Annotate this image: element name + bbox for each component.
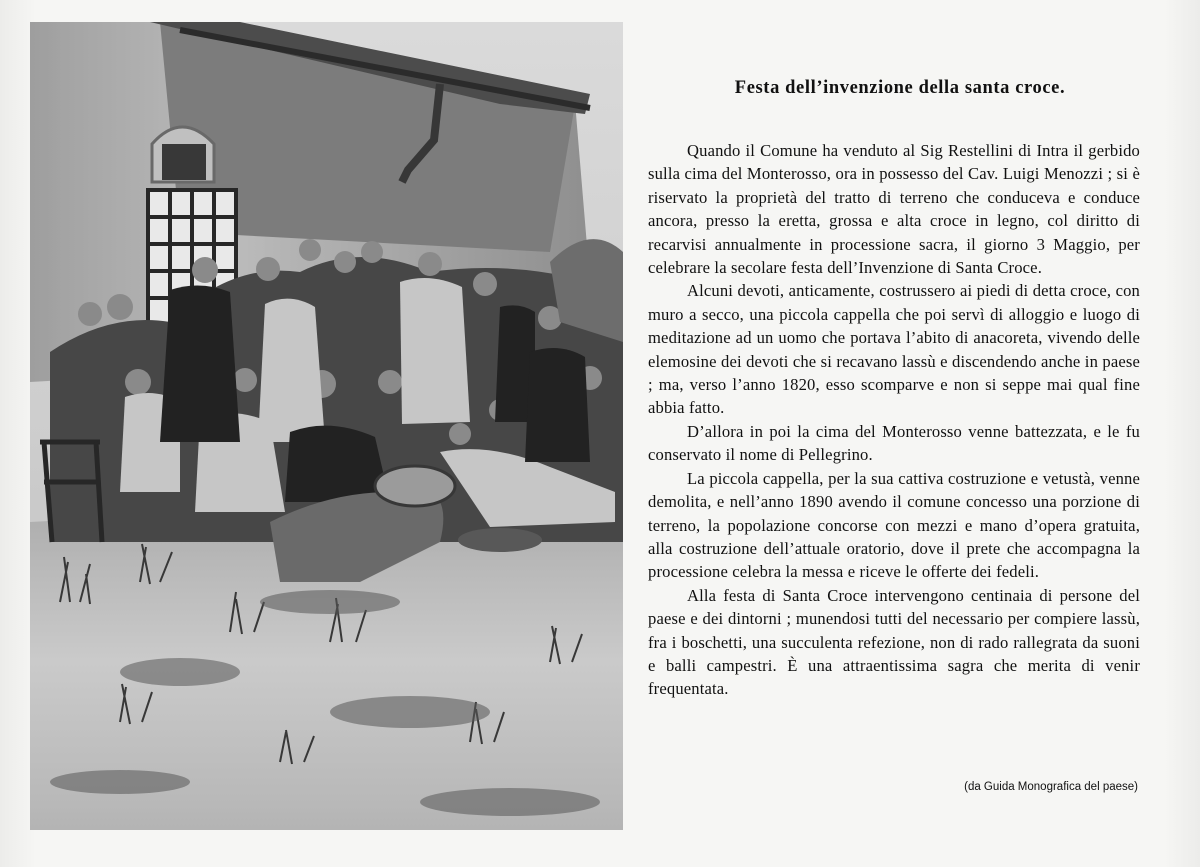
- historical-photograph: [30, 22, 623, 830]
- source-citation: (da Guida Monografica del paese): [964, 781, 1138, 793]
- article: [648, 78, 1140, 701]
- paragraph-3: D’allora in poi la cima del Monterosso venne battezzata, e le fu conservato il nome di Pellegrino.: [648, 421, 1140, 465]
- paragraph-5: Alla festa di Santa Croce intervengono centinaia di persone del paese e dei dintorni ; munendosi tutti del necessario per compiere lassù, fra i boschetti, una succulenta refezione, non di rado rallegrata da suoni e balli campestri. È una attraentissima sagra che merita di venir frequentata.: [648, 585, 1140, 699]
- article-title: Festa dell’invenzione della santa croce.: [734, 78, 1066, 98]
- paragraph-2: Alcuni devoti, anticamente, costrussero ai piedi di detta croce, con muro a secco, una piccola cappella che poi servì di alloggio e luogo di meditazione ad un uomo che portava l’abito di anacoreta, vivendo delle elemosine dei devoti che si recavano lassù e discendendo anche in paese ; ma, verso l’anno 1820, esso scomparve e non si seppe mai qual fine abbia fatto.: [648, 281, 1140, 418]
- photograph-illustration: [30, 22, 623, 830]
- paragraph-4: La piccola cappella, per la sua cattiva costruzione e vetustà, venne demolita, e nell’anno 1890 avendo il comune concesso una porzione di terreno, la popolazione concorse con mezzi e mano d’opera gratuita, alla costruzione dell’attuale oratorio, dove il prete che accompagna la processione celebra la messa e riceve le offerte dei fedeli.: [648, 468, 1140, 582]
- straw-hat: [375, 466, 455, 506]
- hat-on-ground: [458, 528, 542, 552]
- arched-window-grille: [162, 144, 206, 180]
- paragraph-1: Quando il Comune ha venduto al Sig Restellini di Intra il gerbido sulla cima del Monterosso, ora in possesso del Cav. Luigi Menozzi ; si è riservato la proprietà del tratto di terreno che conduceva e conduce ancora, presso la eretta, grossa e alta croce in legno, col diritto di recarvisi annualmente in processione sacra, il giorno 3 Maggio, per celebrare la secolare festa dell’Invenzione di Santa Croce.: [648, 141, 1140, 278]
